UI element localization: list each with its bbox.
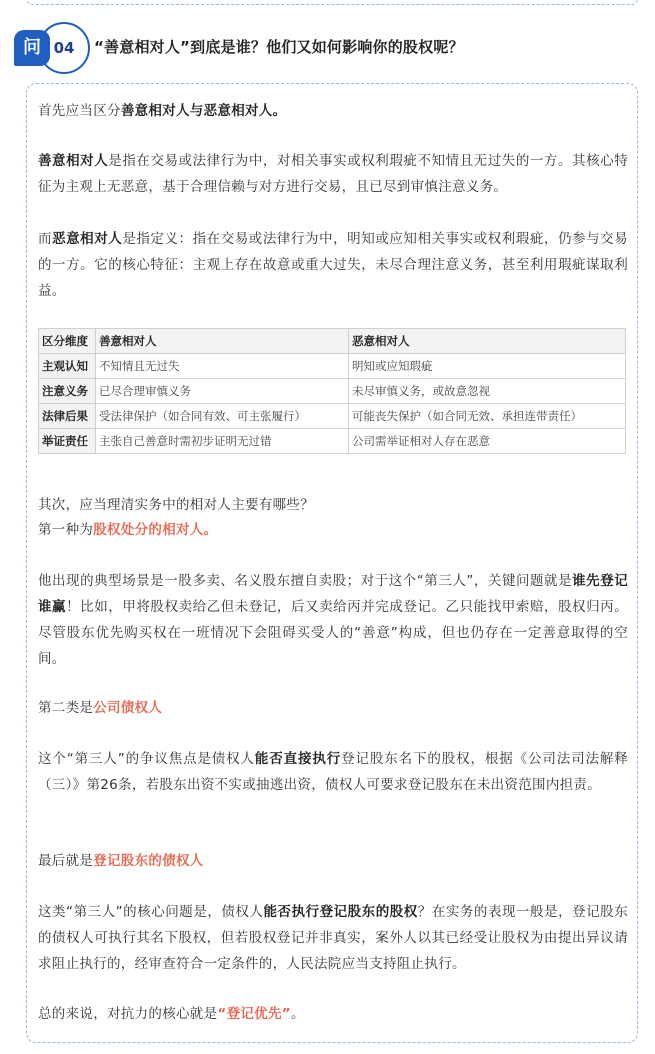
- table-cell: 公司需举证相对人存在恶意: [349, 429, 626, 454]
- table-row: [39, 404, 626, 429]
- table-cell: 已尽合理审慎义务: [96, 379, 349, 404]
- table-cell: 明知或应知瑕疵: [349, 354, 626, 379]
- bad-faith-prefix: 而: [38, 231, 53, 247]
- table-cell: 未尽审慎义务，或故意忽视: [349, 379, 626, 404]
- section2-bold: 能否直接执行: [254, 751, 342, 767]
- section3-lead: [38, 848, 628, 874]
- section2-highlight: 公司债权人: [93, 700, 163, 716]
- section1-question: 其次，应当理清实务中的相对人主要有哪些？: [38, 497, 314, 513]
- bad-faith-paragraph: [38, 226, 628, 304]
- section3-rest: ？在实务的表现一般是，登记股东的债权人可执行其名下股权，但若股权登记并非真实，案外人以其已经受让股权为由提出异议请求阻止执行的，经审查符合一定条件的，人民法院应当支持阻止执行。: [38, 904, 628, 972]
- question-title: “善意相对人”到底是谁？他们又如何影响你的股权呢？: [94, 38, 464, 56]
- table-cell: 受法律保护（如合同有效、可主张履行）: [96, 404, 349, 429]
- table-header-cell: 恶意相对人: [349, 329, 626, 354]
- section1-lead: [38, 517, 628, 543]
- table-header-cell: 善意相对人: [96, 329, 349, 354]
- intro-bold: 善意相对人与恶意相对人。: [120, 103, 287, 119]
- question-header: [14, 22, 644, 74]
- table-cell: 注意义务: [39, 379, 96, 404]
- table-header-row: [39, 329, 626, 354]
- section1-rest: ！比如，甲将股权卖给乙但未登记，后又卖给丙并完成登记。乙只能找甲索赔，股权归丙。尽管股东优先购买权在一班情况下会阻碍买受人的“善意”构成，但也仍存在一定善意取得的空间。: [38, 599, 628, 667]
- table-cell: 不知情且无过失: [96, 354, 349, 379]
- section2-text: 这个“第三人”的争议焦点是债权人: [38, 751, 255, 767]
- good-faith-term: 善意相对人: [38, 153, 109, 169]
- table-header-cell: 区分维度: [39, 329, 96, 354]
- section3-text: 这类“第三人”的核心问题是，债权人: [38, 904, 264, 920]
- question-number: 04: [38, 22, 90, 74]
- table-cell: 主张自己善意时需初步证明无过错: [96, 429, 349, 454]
- intro-text: 首先应当区分: [38, 103, 121, 119]
- section3-bold: 能否执行登记股东的股权: [263, 904, 418, 920]
- section1-bold: 谁先登记谁赢: [38, 573, 628, 615]
- section3-paragraph: [38, 899, 628, 977]
- conclusion-highlight: “登记优先”: [217, 1006, 291, 1022]
- table-row: [39, 379, 626, 404]
- section1-text: 他出现的典型场景是一股多卖、名义股东擅自卖股；对于这个“第三人”，关键问题就是: [38, 573, 573, 589]
- section1-highlight: 股权处分的相对人。: [93, 522, 218, 538]
- section3-lead-text: 最后就是: [38, 853, 94, 869]
- section1-lead-text: 第一种为: [38, 522, 94, 538]
- question-badge: 问: [14, 30, 50, 66]
- comparison-table: [38, 328, 626, 454]
- table-row: [39, 429, 626, 454]
- section2-rest: 登记股东名下的股权，根据《公司法司法解释（三）》第26条，若股东出资不实或抽逃出资，债权人可要求登记股东在未出资范围内担责。: [38, 751, 628, 793]
- table-cell: 举证责任: [39, 429, 96, 454]
- section2-paragraph: [38, 746, 628, 798]
- conclusion-text: 总的来说，对抗力的核心就是: [38, 1006, 218, 1022]
- intro-paragraph: [38, 98, 628, 124]
- table-cell: 可能丧失保护（如合同无效、承担连带责任）: [349, 404, 626, 429]
- bad-faith-term: 恶意相对人: [52, 231, 123, 247]
- conclusion-paragraph: [38, 1001, 628, 1027]
- section3-highlight: 登记股东的债权人: [93, 853, 204, 869]
- table-cell: 主观认知: [39, 354, 96, 379]
- table-row: [39, 354, 626, 379]
- conclusion-end: 。: [290, 1006, 305, 1022]
- good-faith-text: 是指在交易或法律行为中，对相关事实或权利瑕疵不知情且无过失的一方。其核心特征为主观上无恶意，基于合理信赖与对方进行交易，且已尽到审慎注意义务。: [38, 153, 629, 195]
- bad-faith-text: 是指定义：指在交易或法律行为中，明知或应知相关事实或权利瑕疵，仍参与交易的一方。它的核心特征：主观上存在故意或重大过失，未尽合理注意义务，甚至利用瑕疵谋取利益。: [38, 231, 628, 299]
- good-faith-paragraph: [38, 148, 628, 200]
- previous-card-frame: [26, 0, 638, 5]
- section2-lead: [38, 695, 628, 721]
- table-cell: 法律后果: [39, 404, 96, 429]
- section2-lead-text: 第二类是: [38, 700, 94, 716]
- section1-paragraph: [38, 568, 628, 672]
